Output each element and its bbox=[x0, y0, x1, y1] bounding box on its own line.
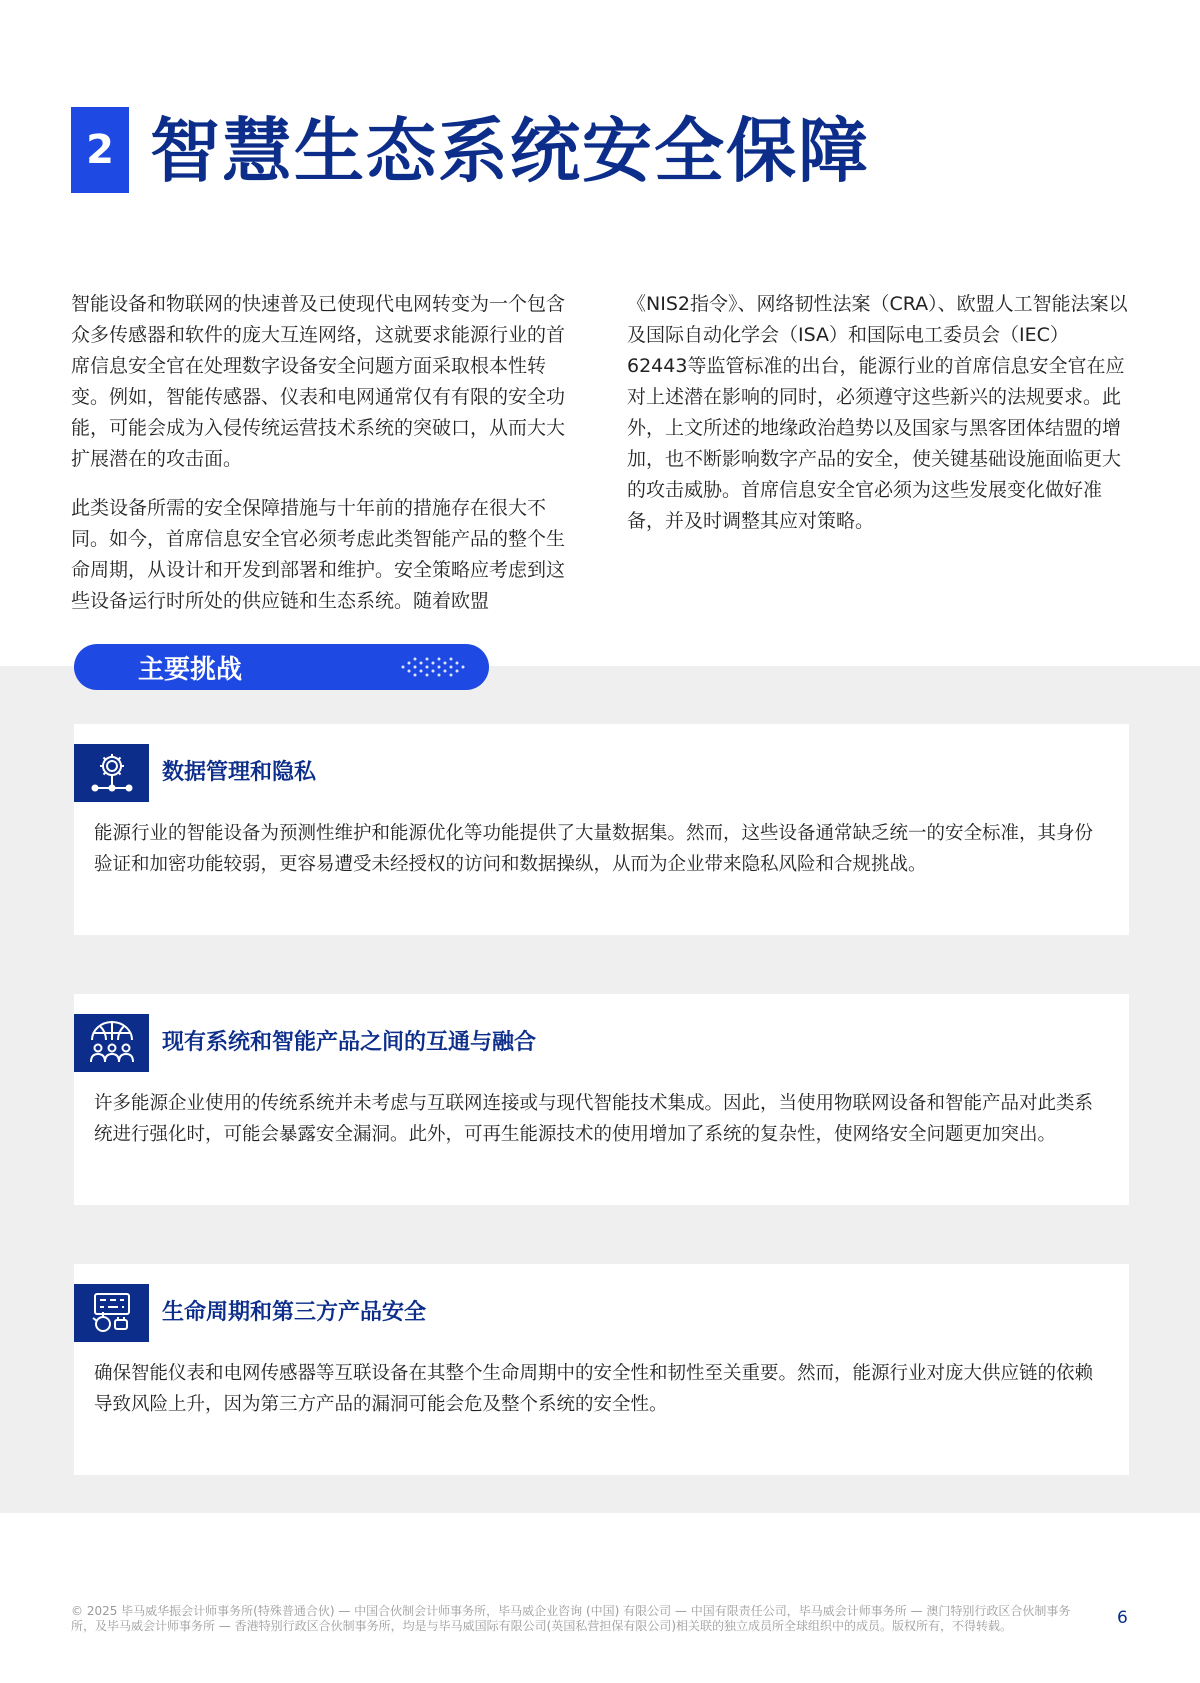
challenges-label: 主要挑战 bbox=[138, 654, 243, 685]
page-number: 6 bbox=[1117, 1608, 1128, 1628]
intro-paragraph: 智能设备和物联网的快速普及已使现代电网转变为一个包含众多传感器和软件的庞大互连网络，这就要求能源行业的首席信息安全官在处理数字设备安全问题方面采取根本性转变。例如，智能传感器、仪表和电网通常仅有有限的安全功能，可能会成为入侵传统运营技术系统的突破口，从而大大扩展潜在的攻击面。 bbox=[71, 293, 566, 470]
challenges-label-pill bbox=[74, 644, 489, 690]
challenge-card-lifecycle bbox=[74, 1264, 1129, 1475]
challenge-card-data-privacy bbox=[74, 724, 1129, 935]
challenge-body: 能源行业的智能设备为预测性维护和能源优化等功能提供了大量数据集。然而，这些设备通常缺乏统一的安全标准，其身份验证和加密功能较弱，更容易遭受未经授权的访问和数据操纵，从而为企业带来隐私风险和合规挑战。 bbox=[94, 823, 1094, 875]
intro-paragraph: 《NIS2指令》、网络韧性法案（CRA）、欧盟人工智能法案以及国际自动化学会（ISA）和国际电工委员会（IEC）62443等监管标准的出台，能源行业的首席信息安全官在应对上述潜在影响的同时，必须遵守这些新兴的法规要求。此外，上文所述的地缘政治趋势以及国家与黑客团体结盟的增加，也不断影响数字产品的安全，使关键基础设施面临更大的攻击威胁。首席信息安全官必须为这些发展变化做好准备，并及时调整其应对策略。 bbox=[627, 293, 1128, 532]
circuit-lifecycle-icon bbox=[74, 1284, 149, 1342]
intro-left-column bbox=[71, 289, 573, 635]
challenge-title: 生命周期和第三方产品安全 bbox=[162, 1300, 427, 1325]
gear-network-icon bbox=[74, 744, 149, 802]
footer-legal-text: © 2025 毕马威华振会计师事务所(特殊普通合伙) — 中国合伙制会计师事务所，毕马威企业咨询 (中国) 有限公司 — 中国有限责任公司，毕马威会计师事务所 — 澳门特别行政区合伙制事务所，及毕马威会计师事务所 — 香港特别行政区合伙制事务所，均是与毕马威国际有限公司(英国私营担保有限公司)相关联的独立成员所全球组织中的成员。版权所有，不得转载。 bbox=[71, 1604, 1071, 1633]
challenge-body: 许多能源企业使用的传统系统并未考虑与互联网连接或与现代智能技术集成。因此，当使用物联网设备和智能产品对此类系统进行强化时，可能会暴露安全漏洞。此外，可再生能源技术的使用增加了系统的复杂性，使网络安全问题更加突出。 bbox=[94, 1093, 1094, 1145]
chevron-dots-icon bbox=[399, 656, 471, 678]
page-title: 智慧生态系统安全保障 bbox=[150, 110, 870, 192]
intro-paragraph: 此类设备所需的安全保障措施与十年前的措施存在很大不同。如今，首席信息安全官必须考虑此类智能产品的整个生命周期，从设计和开发到部署和维护。安全策略应考虑到这些设备运行时所处的供应链和生态系统。随着欧盟 bbox=[71, 497, 566, 612]
globe-people-icon bbox=[74, 1014, 149, 1072]
section-number-badge: 2 bbox=[71, 107, 129, 193]
challenge-body: 确保智能仪表和电网传感器等互联设备在其整个生命周期中的安全性和韧性至关重要。然而，能源行业对庞大供应链的依赖导致风险上升，因为第三方产品的漏洞可能会危及整个系统的安全性。 bbox=[94, 1363, 1094, 1415]
challenge-title: 现有系统和智能产品之间的互通与融合 bbox=[162, 1030, 537, 1055]
challenge-title: 数据管理和隐私 bbox=[162, 760, 317, 785]
intro-right-column bbox=[627, 289, 1129, 555]
challenge-card-integration bbox=[74, 994, 1129, 1205]
